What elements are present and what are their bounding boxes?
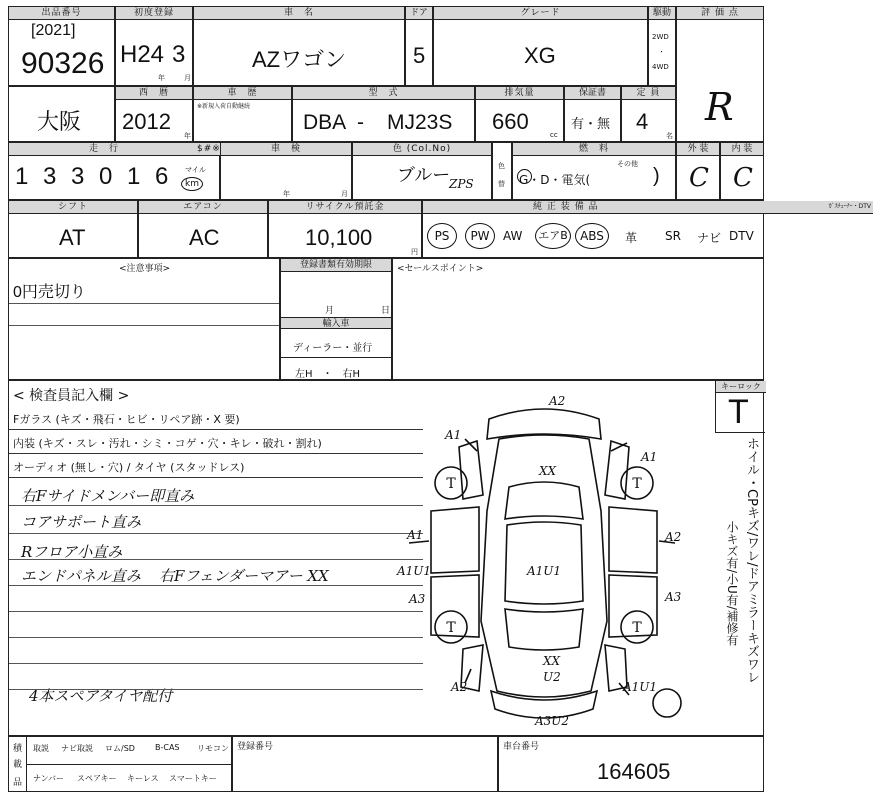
mark-a2-bl: A2	[451, 680, 468, 694]
equip-dtv: DTV	[729, 229, 754, 243]
recycle-value: 10,100	[305, 225, 373, 250]
year-cell	[115, 86, 193, 142]
first-registration-month: 3	[172, 41, 186, 68]
score-header: 評 価 点	[677, 7, 763, 20]
accessories-label-3: 品	[13, 778, 23, 788]
km-unit: km	[181, 177, 203, 191]
score-value: R	[705, 85, 734, 129]
inspection-cell	[8, 380, 764, 736]
seats-value: 4	[636, 109, 649, 134]
accessory-item: 取説	[33, 744, 49, 753]
accessory-item: スマートキー	[169, 774, 217, 783]
shift-header: シフト	[9, 201, 137, 214]
hand-note: 右Fフェンダーマアー XX	[159, 567, 329, 585]
mileage-digit: 3	[43, 163, 57, 190]
rule-line	[9, 585, 423, 586]
interior-cell	[720, 142, 764, 200]
shaken-month-unit: 月	[341, 190, 348, 198]
rear-window	[505, 609, 583, 650]
displacement-unit: cc	[550, 131, 558, 139]
warranty-cell	[564, 86, 621, 142]
mileage-cell	[8, 142, 220, 200]
fuel-header: 燃 料	[513, 143, 675, 156]
displacement-cell	[475, 86, 564, 142]
accessory-item: キーレス	[127, 774, 159, 783]
ac-value: AC	[189, 225, 220, 250]
mileage-digit: 6	[155, 163, 169, 190]
hand-note: 右Fサイドメンバー即直み	[21, 487, 195, 505]
car-diagram	[379, 391, 709, 735]
drive-dot: ・	[658, 48, 665, 56]
ac-cell	[138, 200, 268, 258]
accessory-item: B-CAS	[155, 743, 180, 752]
mark-a1-left: A1	[407, 528, 424, 542]
import-header: 輸入車	[281, 317, 391, 329]
accessory-item: ナンバー	[33, 774, 65, 783]
year-value: 2012	[122, 109, 171, 134]
hand-note-bottom: 4本スペアタイヤ配付	[29, 687, 173, 705]
rule-line	[9, 689, 423, 690]
tire-mark: T	[446, 620, 456, 636]
equip-navi: ナビ	[697, 231, 722, 245]
reg-number-header: 登録番号	[237, 742, 274, 752]
type-header: 型 式	[293, 87, 474, 100]
mileage-header-label: 走 行	[89, 144, 120, 154]
mileage-digits	[9, 155, 189, 201]
rule-line	[9, 663, 423, 664]
accessories-divider	[27, 764, 233, 765]
accessories-label-col	[9, 737, 27, 791]
color-header: 色 (Col.No)	[353, 143, 491, 156]
chassis-cell	[498, 736, 764, 792]
drive-2wd: 2WD	[652, 33, 669, 41]
spare-tire	[653, 689, 681, 717]
tire-mark: T	[632, 476, 642, 492]
interior-header: 内 装	[721, 143, 763, 156]
equip-abs: ABS	[575, 223, 609, 249]
fuel-g-circle	[517, 169, 532, 184]
caution-line	[9, 303, 279, 304]
chassis-number: 164605	[597, 759, 671, 784]
mark-a1u1-br: A1U1	[623, 680, 658, 694]
fuel-close: )	[653, 165, 660, 187]
year-unit: 年	[158, 74, 165, 82]
sales-point-cell	[392, 258, 764, 380]
history-note: ※新規入荷自動継続	[197, 103, 251, 110]
equipment-cell	[422, 200, 871, 258]
shift-cell	[8, 200, 138, 258]
inspection-line-3: オーディオ (無し・穴) / タイヤ (スタッドレス)	[13, 461, 245, 474]
inspection-title: < 検査員記入欄 >	[13, 388, 130, 404]
side-note-col1: ホイル・CPキズ/ワレ/ドアミラーキズワレ	[744, 437, 759, 684]
seats-unit: 名	[666, 132, 673, 140]
mile-unit: マイル	[185, 166, 206, 174]
registration-doc-cell	[280, 258, 392, 380]
rule-line	[9, 429, 423, 430]
doors-cell	[405, 6, 433, 86]
inspection-line-2: 内装 (キズ・スレ・汚れ・シミ・コゲ・穴・キレ・破れ・割れ)	[13, 437, 322, 450]
sales-point-header: <セールスポイント>	[397, 264, 484, 274]
caution-header: <注意事項>	[119, 264, 171, 274]
keylock-box	[715, 381, 765, 433]
mark-a1u1-left: A1U1	[397, 564, 432, 578]
fuel-options: G・D・電気(	[519, 173, 591, 187]
tire-mark: T	[632, 620, 642, 636]
shift-value: AT	[59, 225, 86, 250]
equip-airbag: エアB	[535, 223, 571, 249]
right-front-fender	[605, 441, 629, 499]
year-value-unit: 年	[184, 132, 191, 140]
model-cell	[193, 6, 405, 86]
handle-value: 左H ・ 右H	[295, 369, 361, 380]
roof	[505, 522, 583, 604]
registration-doc-header: 登録書類有効期限	[281, 259, 391, 272]
caution-value: 0円売切り	[13, 284, 86, 301]
first-registration-era: H24	[120, 41, 165, 68]
doors-header: ドア	[406, 7, 432, 20]
score-cell	[676, 6, 764, 142]
lot-number: 90326	[21, 47, 105, 80]
equip-aw: AW	[503, 229, 523, 243]
mark-a1u1-center: A1U1	[527, 564, 562, 578]
reg-number-cell	[232, 736, 498, 792]
first-registration-cell	[115, 6, 193, 86]
lot-number-header: 出品番号	[9, 7, 114, 20]
rule-line	[9, 611, 423, 612]
rule-line	[9, 533, 423, 534]
history-cell	[193, 86, 292, 142]
chassis-header: 車台番号	[503, 742, 540, 752]
grade-cell	[433, 6, 648, 86]
grade-header: グレード	[434, 7, 647, 20]
type-code: MJ23S	[387, 111, 453, 134]
accessory-item: ロム/SD	[105, 744, 135, 753]
rule-line	[9, 559, 423, 560]
mark-u2: U2	[543, 670, 561, 684]
import-value: ディーラー・並行	[293, 343, 373, 354]
hand-note: コアサポート直み	[21, 513, 142, 531]
accessories-label-2: 載	[13, 760, 23, 770]
accessory-item: ナビ取説	[61, 744, 93, 753]
keylock-value: T	[728, 393, 749, 431]
rule-line	[9, 505, 423, 506]
registration-day: 日	[381, 306, 391, 316]
equipment-header	[423, 201, 873, 214]
recycle-unit: 円	[411, 248, 418, 256]
mileage-digit: 0	[99, 163, 113, 190]
color-cell	[352, 142, 492, 200]
displacement-header: 排気量	[476, 87, 563, 100]
color-change-2: 替	[498, 180, 505, 188]
left-front-door	[431, 507, 479, 573]
recycle-header: リサイクル預託金	[269, 201, 421, 214]
history-header: 車 歴	[194, 87, 291, 100]
ac-header: エアコン	[139, 201, 267, 214]
mark-a1-tr: A1	[641, 450, 658, 464]
hand-note: Rフロア小直み	[21, 543, 123, 561]
keylock-header: キーロック	[716, 381, 766, 393]
exterior-grade: C	[689, 163, 709, 193]
left-front-fender	[459, 441, 483, 499]
drive-cell	[648, 6, 676, 86]
recycle-cell	[268, 200, 422, 258]
drive-header: 駆動	[649, 7, 675, 20]
color-change-1: 色	[498, 162, 505, 170]
tuner-header: ｶﾞｽﾁｭｰﾅｰ・DTV	[828, 203, 871, 210]
mark-a3-right: A3	[665, 590, 682, 604]
s-header: $#※	[197, 144, 221, 154]
year-tag: [2021]	[31, 22, 76, 39]
mileage-digit: 1	[127, 163, 141, 190]
hand-note: エンドパネル直み	[21, 567, 141, 585]
inspection-line-1: Fガラス (キズ・飛石・ヒビ・リペア跡・X 要)	[13, 413, 240, 426]
mileage-digit: 1	[15, 163, 29, 190]
lot-number-cell	[8, 6, 115, 86]
year-header: 西 暦	[116, 87, 192, 100]
shaken-cell	[220, 142, 352, 200]
equip-sr: SR	[665, 229, 681, 243]
type-dash: -	[357, 111, 364, 134]
equipment-header-label: 純 正 装 備 品	[533, 202, 599, 212]
region-value: 大阪	[37, 109, 82, 134]
model-name: AZワゴン	[252, 47, 347, 72]
side-note-col2: 小キズ有/小U有/補修有	[725, 521, 739, 646]
caution-cell	[8, 258, 280, 380]
warranty-header: 保証書	[565, 87, 620, 100]
fuel-cell	[512, 142, 676, 200]
doors-value: 5	[413, 43, 426, 68]
warranty-value: 有・無	[571, 117, 611, 132]
equip-ps: PS	[427, 223, 457, 249]
displacement-value: 660	[492, 109, 529, 134]
model-header: 車 名	[194, 7, 404, 20]
exterior-header: 外 装	[677, 143, 719, 156]
month-unit: 月	[184, 74, 191, 82]
mark-a3u2-bottom: A3U2	[535, 714, 570, 728]
color-code: ZPS	[449, 177, 474, 191]
shaken-header: 車 検	[221, 143, 351, 156]
type-prefix: DBA	[303, 111, 347, 134]
mileage-digit: 3	[71, 163, 85, 190]
accessory-item: リモコン	[197, 744, 229, 753]
shaken-year-unit: 年	[283, 190, 290, 198]
rule-line	[9, 477, 423, 478]
equip-pw: PW	[465, 223, 495, 249]
color-change-cell	[492, 142, 512, 200]
color-value: ブルー	[397, 165, 451, 185]
mark-xx-bottom: XX	[543, 654, 561, 668]
accessories-label-1: 積	[13, 744, 23, 754]
mark-a2-right: A2	[665, 530, 682, 544]
accessory-item: スペアキー	[77, 774, 117, 783]
right-front-door	[609, 507, 657, 573]
tire-mark: T	[446, 476, 456, 492]
rule-line	[9, 453, 423, 454]
region-cell	[8, 86, 115, 142]
accessories-cell	[8, 736, 232, 792]
windshield	[505, 482, 583, 519]
registration-month: 月	[325, 306, 335, 316]
mark-a1-tl: A1	[445, 428, 462, 442]
equip-leather: 革	[625, 231, 638, 245]
rule-line	[9, 637, 423, 638]
mark-xx-top: XX	[539, 464, 557, 478]
mark-a3-left: A3	[409, 592, 426, 606]
handle-line	[281, 357, 391, 358]
exterior-cell	[676, 142, 720, 200]
mark-a2-top: A2	[549, 394, 566, 408]
first-registration-header: 初度登録	[116, 7, 192, 20]
seats-header: 定 員	[622, 87, 675, 100]
seats-cell	[621, 86, 676, 142]
type-cell	[292, 86, 475, 142]
fuel-other: その他	[617, 160, 638, 168]
caution-line	[9, 325, 279, 326]
interior-grade: C	[733, 163, 753, 193]
grade-value: XG	[524, 43, 556, 68]
drive-4wd: 4WD	[652, 63, 669, 71]
